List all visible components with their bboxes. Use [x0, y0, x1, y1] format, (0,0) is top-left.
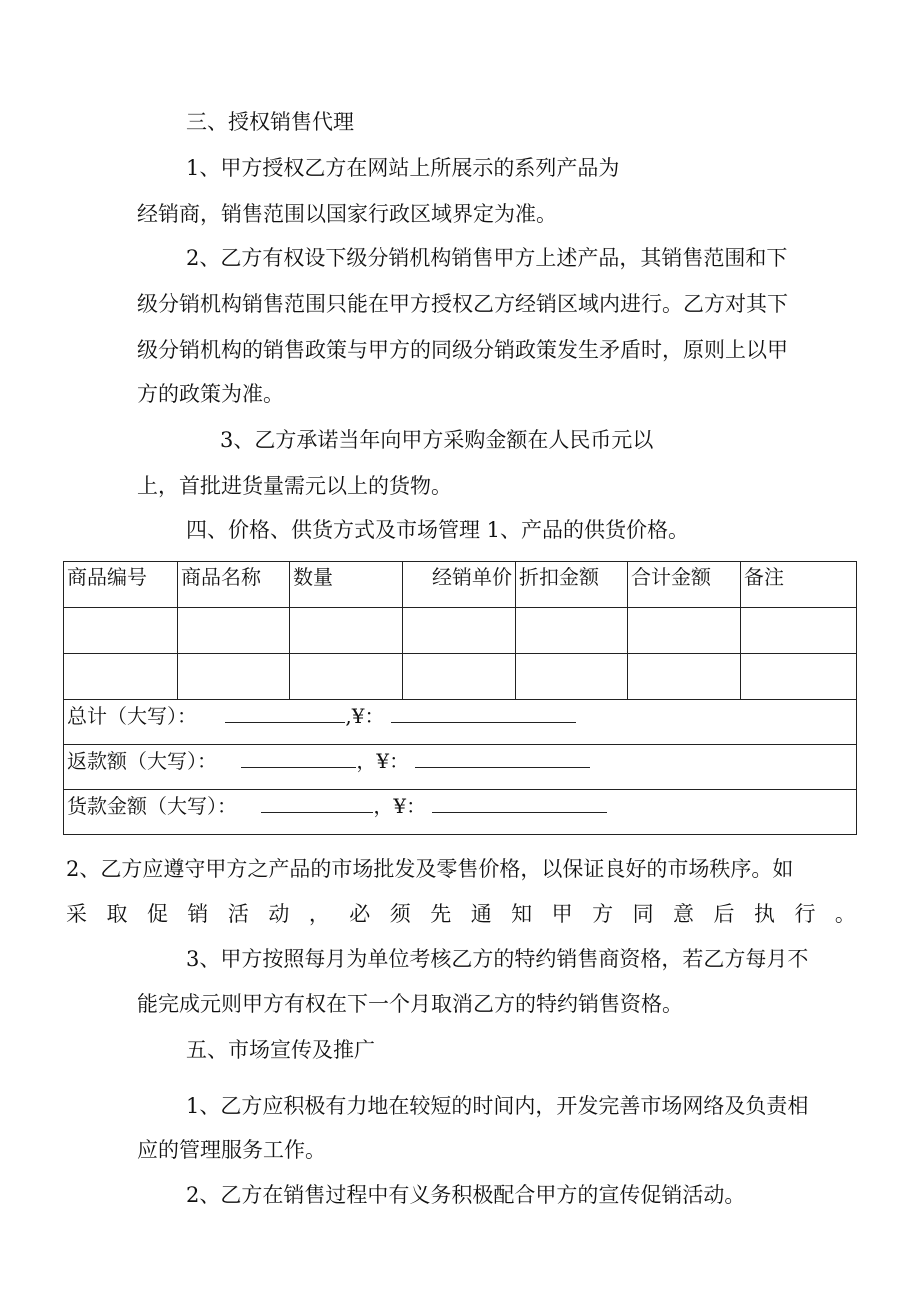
char: ，	[308, 902, 330, 926]
rebate-label: 返款额（大写）：	[67, 749, 217, 773]
char: 后	[713, 902, 735, 926]
table-cell[interactable]	[64, 608, 178, 654]
rebate-row	[64, 745, 857, 790]
payment-row	[64, 790, 857, 835]
char: 甲	[551, 902, 573, 926]
section4-p3-line2: 能完成元则甲方有权在下一个月取消乙方的特约销售资格。	[137, 992, 683, 1016]
table-header-row	[64, 562, 857, 608]
char: 通	[470, 902, 492, 926]
char: 促	[146, 902, 168, 926]
section5-p1-line2: 应的管理服务工作。	[137, 1138, 326, 1162]
section4-p2-line1: 2、乙方应遵守甲方之产品的市场批发及零售价格，以保证良好的市场秩序。如	[66, 857, 794, 881]
section3-heading: 三、授权销售代理	[186, 110, 354, 134]
char: 行	[794, 902, 816, 926]
section5-p1-line1: 1、乙方应积极有力地在较短的时间内，开发完善市场网络及负责相	[186, 1094, 809, 1118]
section3-p2-line2: 级分销机构销售范围只能在甲方授权乙方经销区域内进行。乙方对其下	[137, 292, 788, 316]
header-discount: 折扣金额	[516, 562, 628, 608]
header-item-name: 商品名称	[178, 562, 290, 608]
char: 取	[106, 902, 128, 926]
section3-p1-line1: 1、甲方授权乙方在网站上所展示的系列产品为	[186, 156, 620, 180]
section3-p1-line2: 经销商，销售范围以国家行政区域界定为准。	[137, 202, 557, 226]
char: 须	[389, 902, 411, 926]
table-row	[64, 608, 857, 654]
section3-p3-line1: 3、乙方承诺当年向甲方采购金额在人民币元以	[220, 428, 654, 452]
table-cell[interactable]	[178, 608, 290, 654]
char: 动	[268, 902, 290, 926]
total-amount-blank[interactable]	[391, 700, 576, 723]
rebate-sep: ，¥：	[356, 749, 410, 773]
char: 执	[753, 902, 775, 926]
payment-uppercase-blank[interactable]	[261, 790, 373, 813]
char: 活	[227, 902, 249, 926]
char: 方	[592, 902, 614, 926]
table-cell[interactable]	[516, 654, 628, 700]
section5-p2-line1: 2、乙方在销售过程中有义务积极配合甲方的宣传促销活动。	[186, 1183, 746, 1207]
char: 意	[673, 902, 695, 926]
total-cell	[64, 700, 857, 745]
section3-p3-line2: 上，首批进货量需元以上的货物。	[137, 474, 452, 498]
total-uppercase-blank[interactable]	[225, 700, 345, 723]
table-cell[interactable]	[741, 608, 857, 654]
char: 先	[430, 902, 452, 926]
table-cell[interactable]	[178, 654, 290, 700]
total-sep: ,¥：	[345, 704, 385, 728]
header-remark: 备注	[741, 562, 857, 608]
section3-p2-line1: 2、乙方有权设下级分销机构销售甲方上述产品，其销售范围和下	[186, 246, 788, 270]
section4-heading: 四、价格、供货方式及市场管理 1、产品的供货价格。	[186, 518, 690, 542]
table-cell[interactable]	[403, 608, 516, 654]
payment-label: 货款金额（大写）：	[67, 794, 237, 818]
rebate-uppercase-blank[interactable]	[241, 745, 356, 768]
char: 销	[187, 902, 209, 926]
header-total: 合计金额	[628, 562, 741, 608]
table-cell[interactable]	[516, 608, 628, 654]
char: 采	[66, 902, 87, 926]
header-unit-price: 经销单价	[403, 562, 516, 608]
payment-amount-blank[interactable]	[432, 790, 607, 813]
total-row	[64, 700, 857, 745]
total-label: 总计（大写）：	[67, 704, 197, 728]
header-quantity: 数量	[290, 562, 403, 608]
table-cell[interactable]	[741, 654, 857, 700]
char: 同	[632, 902, 654, 926]
section3-p2-line3: 级分销机构的销售政策与甲方的同级分销政策发生矛盾时，原则上以甲	[137, 338, 788, 362]
table-row	[64, 654, 857, 700]
table-cell[interactable]	[290, 608, 403, 654]
char: 知	[511, 902, 533, 926]
section4-p2-line2	[66, 900, 856, 928]
payment-sep: ，¥：	[373, 794, 427, 818]
table-cell[interactable]	[628, 654, 741, 700]
section3-p2-line4: 方的政策为准。	[137, 382, 284, 406]
table-cell[interactable]	[628, 608, 741, 654]
price-table	[63, 561, 857, 835]
section4-p3-line1: 3、甲方按照每月为单位考核乙方的特约销售商资格，若乙方每月不	[186, 947, 809, 971]
header-item-code: 商品编号	[64, 562, 178, 608]
table-cell[interactable]	[290, 654, 403, 700]
char: 。	[834, 902, 856, 926]
table-cell[interactable]	[403, 654, 516, 700]
payment-cell	[64, 790, 857, 835]
table-cell[interactable]	[64, 654, 178, 700]
char: 必	[349, 902, 371, 926]
rebate-amount-blank[interactable]	[415, 745, 590, 768]
rebate-cell	[64, 745, 857, 790]
section5-heading: 五、市场宣传及推广	[186, 1038, 375, 1062]
